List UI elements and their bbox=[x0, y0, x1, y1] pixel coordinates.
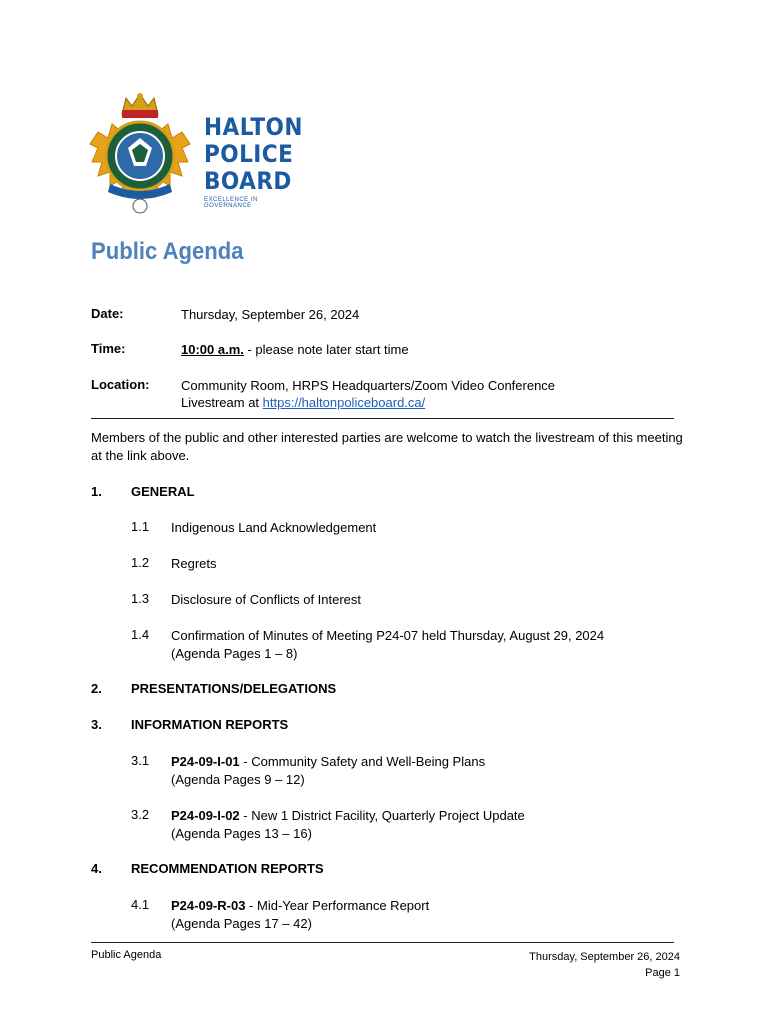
item-land-acknowledgement: Indigenous Land Acknowledgement bbox=[171, 520, 377, 535]
item-regrets: Regrets bbox=[171, 556, 217, 571]
time-label: Time: bbox=[91, 341, 126, 356]
intro-paragraph: Members of the public and other interested parties are welcome to watch the livestream of this meeting at the link above. bbox=[91, 430, 683, 463]
item-agenda-pages: (Agenda Pages 9 – 12) bbox=[171, 772, 305, 787]
location-line-1: Community Room, HRPS Headquarters/Zoom Video Conference bbox=[181, 378, 556, 393]
location-line-2 bbox=[181, 394, 555, 411]
report-title: - Community Safety and Well-Being Plans bbox=[239, 754, 486, 769]
section-title-presentations: PRESENTATIONS/DELEGATIONS bbox=[131, 681, 337, 696]
date-label: Date: bbox=[91, 306, 124, 321]
item-number: 1.1 bbox=[131, 519, 150, 534]
item-confirmation-of-minutes bbox=[171, 627, 691, 663]
section-number: 4. bbox=[91, 861, 102, 876]
location-value bbox=[181, 377, 555, 411]
police-crest-icon bbox=[88, 92, 192, 217]
footer-date: Thursday, September 26, 2024 bbox=[529, 951, 680, 963]
time-note: - please note later start time bbox=[243, 342, 409, 357]
page-title: Public Agenda bbox=[91, 238, 244, 265]
footer-meta bbox=[529, 949, 680, 981]
item-number: 1.3 bbox=[131, 591, 150, 606]
footer-document-name: Public Agenda bbox=[91, 949, 162, 961]
item-report-p24-09-i-01 bbox=[171, 753, 691, 789]
item-description: Confirmation of Minutes of Meeting P24-07 held Thursday, August 29, 2024 bbox=[171, 628, 605, 643]
footer-divider bbox=[91, 942, 674, 943]
logo-line-1: HALTON bbox=[204, 113, 303, 141]
logo-line-2: POLICE bbox=[204, 140, 294, 168]
logo-motto: EXCELLENCE IN GOVERNANCE bbox=[204, 197, 258, 209]
item-number: 1.4 bbox=[131, 627, 150, 642]
item-conflicts-of-interest: Disclosure of Conflicts of Interest bbox=[171, 592, 362, 607]
time-value bbox=[181, 341, 409, 358]
date-value: Thursday, September 26, 2024 bbox=[181, 307, 360, 322]
logo-line-3: BOARD bbox=[204, 167, 292, 195]
item-agenda-pages: (Agenda Pages 13 – 16) bbox=[171, 826, 312, 841]
report-code: P24-09-I-02 bbox=[171, 808, 240, 823]
section-number: 1. bbox=[91, 484, 102, 499]
header-divider bbox=[91, 418, 674, 419]
report-title: - Mid-Year Performance Report bbox=[245, 898, 430, 913]
item-agenda-pages: (Agenda Pages 17 – 42) bbox=[171, 916, 312, 931]
time-emphasis: 10:00 a.m. bbox=[181, 342, 244, 357]
footer-page-number: Page 1 bbox=[645, 967, 680, 979]
item-number: 1.2 bbox=[131, 555, 150, 570]
section-title-information-reports: INFORMATION REPORTS bbox=[131, 717, 289, 732]
livestream-prefix: Livestream at bbox=[181, 395, 263, 410]
section-number: 3. bbox=[91, 717, 102, 732]
logo-wordmark bbox=[204, 113, 303, 209]
section-number: 2. bbox=[91, 681, 102, 696]
section-title-general: GENERAL bbox=[131, 484, 195, 499]
report-code: P24-09-I-01 bbox=[171, 754, 240, 769]
item-number: 3.1 bbox=[131, 753, 150, 768]
item-report-p24-09-i-02 bbox=[171, 807, 691, 843]
livestream-link[interactable]: https://haltonpoliceboard.ca/ bbox=[262, 395, 426, 410]
halton-police-board-logo bbox=[88, 92, 303, 217]
report-code: P24-09-R-03 bbox=[171, 898, 246, 913]
item-report-p24-09-r-03 bbox=[171, 897, 691, 933]
item-number: 4.1 bbox=[131, 897, 150, 912]
item-agenda-pages: (Agenda Pages 1 – 8) bbox=[171, 646, 298, 661]
item-number: 3.2 bbox=[131, 807, 150, 822]
section-title-recommendation-reports: RECOMMENDATION REPORTS bbox=[131, 861, 324, 876]
location-label: Location: bbox=[91, 377, 150, 392]
report-title: - New 1 District Facility, Quarterly Project Update bbox=[239, 808, 525, 823]
